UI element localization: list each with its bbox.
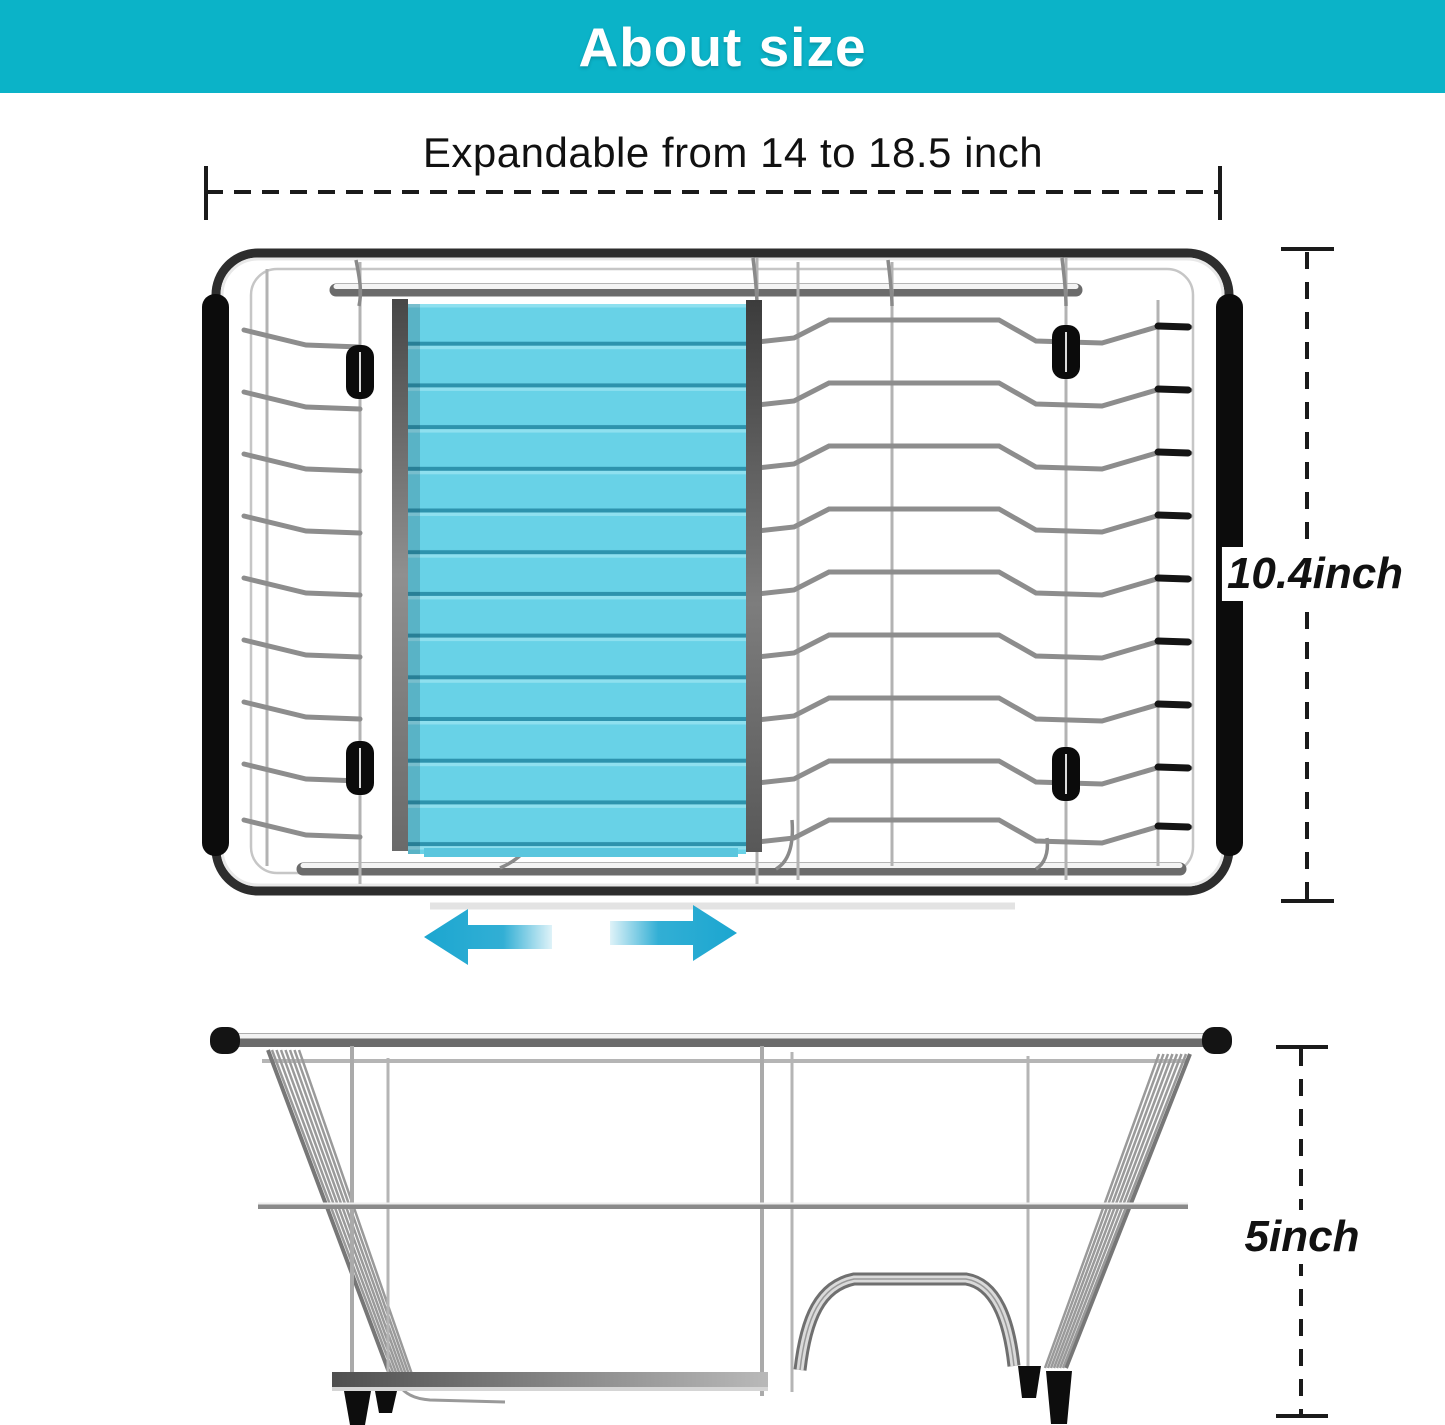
expand-left-arrow-icon xyxy=(424,909,552,965)
depth-dimension-label: 10.4inch xyxy=(1222,547,1408,601)
drainboard xyxy=(408,304,746,854)
bottom-rail xyxy=(303,866,1180,870)
expand-arrows xyxy=(424,905,737,965)
drainboard-shade xyxy=(408,304,420,854)
middle-rail xyxy=(258,1204,1188,1207)
top-view-diagram xyxy=(202,253,1243,906)
drainboard-lip xyxy=(424,848,738,857)
height-dimension-label: 5inch xyxy=(1240,1210,1365,1264)
foot xyxy=(344,1391,371,1425)
sink-step-bridge xyxy=(800,1279,1014,1370)
side-view-diagram xyxy=(210,1027,1232,1425)
top-rail xyxy=(336,287,1076,291)
expand-right-arrow-icon xyxy=(610,905,737,961)
top-bar-cap-right xyxy=(1202,1027,1232,1054)
top-bar-cap-left xyxy=(210,1027,240,1054)
right-wire-wall xyxy=(1045,1054,1190,1368)
vertical-wires xyxy=(352,1046,1028,1396)
top-bar xyxy=(228,1036,1222,1040)
foot xyxy=(1018,1366,1041,1398)
drainboard-rail-right xyxy=(746,300,762,852)
foot xyxy=(375,1391,397,1413)
left-dish-prongs xyxy=(244,330,360,837)
foot xyxy=(1046,1371,1072,1424)
drainboard-rail-left xyxy=(392,299,408,851)
width-dimension-label: Expandable from 14 to 18.5 inch xyxy=(422,129,1044,176)
bottom-tray xyxy=(332,1372,768,1387)
right-plate-prongs xyxy=(757,320,1190,843)
left-handle xyxy=(202,294,229,856)
page-title: About size xyxy=(578,15,867,78)
